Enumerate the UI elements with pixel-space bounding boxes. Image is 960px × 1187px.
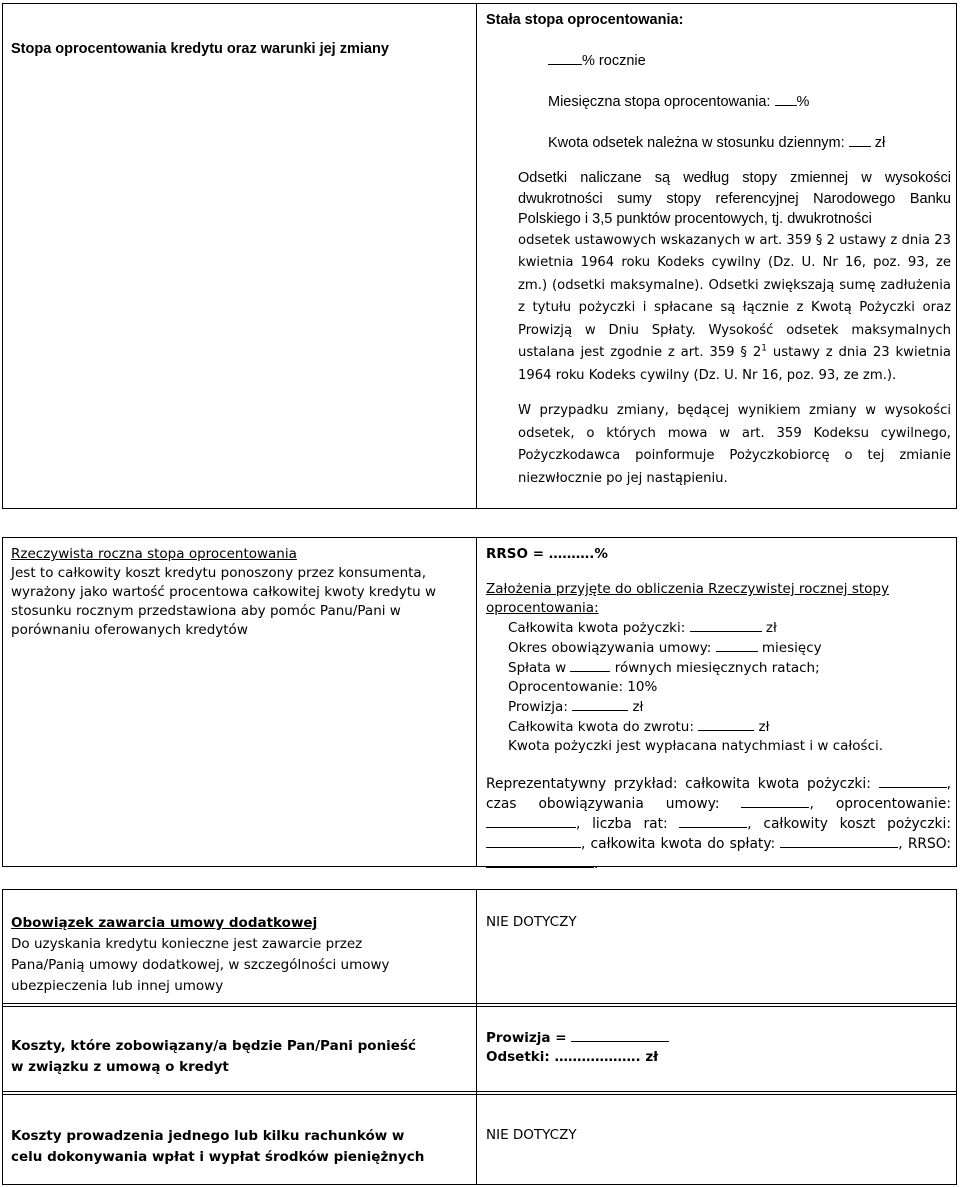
additional-agreement-title: Obowiązek zawarcia umowy dodatkowej [11, 915, 318, 931]
total-amount-blank [690, 618, 762, 632]
annual-rate-blank [548, 51, 582, 65]
interest-rate-label: Stopa oprocentowania kredytu oraz warunki jej zmiany [11, 41, 389, 57]
costs-values [486, 1028, 951, 1067]
column-divider [476, 1004, 477, 1094]
column-divider [476, 538, 477, 866]
change-notice-paragraph: W przypadku zmiany, będącej wynikiem zmiany w wysokości odsetek, o których mowa w art. 359 Kodeksu cywilnego, Pożyczkodawca poinformuje Pożyczkobiorcę o tej zmianie niezwłocznie po jej nastąpieniu. [518, 403, 951, 486]
repayment-blank [698, 717, 754, 731]
fixed-rate-label: Stała stopa oprocentowania: [486, 12, 684, 28]
example-repayment-blank [780, 834, 898, 848]
interest-rate-row [2, 3, 957, 509]
account-costs-value: NIE DOTYCZY [486, 1127, 577, 1143]
installments-blank [570, 658, 610, 672]
apr-row [2, 537, 957, 872]
rrso-value: RRSO = ……….% [486, 546, 608, 562]
assumption-term: Okres obowiązywania umowy: miesięcy [508, 640, 822, 656]
variable-rate-paragraph: Odsetki naliczane są według stopy zmiennej w wysokości dwukrotności sumy stopy referencyjnej Narodowego Banku Polskiego i 3,5 punktów procentowych, tj. dwukrotności odsetek ustawowych wskazanych w art. 359 § 2 ustawy z dnia 23 kwietnia 1964 roku Kodeks cywilny (Dz. U. Nr 16, poz. 93, ze zm.) (odsetki maksymalne). Odsetki zwiększają sumę zadłużenia z tytułu pożyczki i spłacane są łącznie z Kwotą Pożyczki oraz Prowizją w Dniu Spłaty. Wysokość odsetek maksymalnych ustalana jest zgodnie z art. 359 § $2^1$ ustawy z dnia 23 kwietnia 1964 roku Kodeks cywilny (Dz. U. Nr 16, poz. 93, ze zm.). W przypadku zmiany, będącej wynikiem zmiany w wysokości odsetek, o których mowa w art. 359 Kodeksu cywilnego, Pożyczkodawca poinformuje Pożyczkobiorcę o tej zmianie niezwłocznie po jej nastąpieniu. [518, 168, 951, 490]
fee-blank [572, 697, 628, 711]
example-cost-blank [486, 834, 581, 848]
assumption-total-amount: Całkowita kwota pożyczki: zł [508, 620, 777, 636]
additional-agreement-value: NIE DOTYCZY [486, 914, 577, 930]
assumption-total-repayment: Całkowita kwota do zwrotu: zł [508, 719, 770, 735]
example-term-blank [741, 794, 809, 808]
costs-label: Koszty, które zobowiązany/a będzie Pan/Pani ponieść w związku z umową o kredyt [11, 1038, 416, 1075]
interest-line: Odsetki: ………………. zł [486, 1049, 659, 1065]
term-blank [716, 638, 758, 652]
fee-line: Prowizja = [486, 1028, 951, 1048]
monthly-rate-blank [775, 92, 797, 106]
assumption-installments: Spłata w równych miesięcznych ratach; [508, 660, 820, 676]
assumptions-title: Założenia przyjęte do obliczenia Rzeczywistej rocznej stopy oprocentowania: [486, 581, 889, 616]
account-costs-row [2, 1091, 957, 1185]
max-interest-text: odsetek ustawowych wskazanych w art. 359 § 2 ustawy z dnia 23 kwietnia 1964 roku Kodeks cywilny (Dz. U. Nr 16, poz. 93, ze zm.) (odsetki maksymalne). Odsetki zwiększają sumę zadłużenia z tytułu pożyczki i spłacane są łącznie z Kwotą Pożyczki oraz Prowizją w Dniu Spłaty. Wysokość odsetek maksymalnych ustalana jest zgodnie z art. 359 § $2^1$ ustawy z dnia 23 kwietnia 1964 roku Kodeks cywilny (Dz. U. Nr 16, poz. 93, ze zm.). [518, 232, 951, 383]
representative-example: Reprezentatywny przykład: całkowita kwota pożyczki: , czas obowiązywania umowy: , oprocentowanie: , liczba rat: , całkowity koszt pożyczki: , całkowita kwota do spłaty: , RRSO: . [486, 776, 952, 872]
example-amount-blank [879, 774, 947, 788]
daily-interest-blank [849, 133, 871, 147]
additional-agreement-label [11, 913, 466, 997]
costs-row [2, 1003, 957, 1095]
additional-agreement-desc: Do uzyskania kredytu konieczne jest zawarcie przez Pana/Panią umowy dodatkowej, w szczególności umowy ubezpieczenia lub innej umowy [11, 936, 390, 994]
monthly-rate-line: Miesięczna stopa oprocentowania: % [548, 94, 810, 110]
interest-rate-details [486, 10, 951, 154]
column-divider [476, 890, 477, 1006]
daily-interest-line: Kwota odsetek należna w stosunku dziennym: zł [548, 135, 886, 151]
account-costs-label: Koszty prowadzenia jednego lub kilku rachunków w celu dokonywania wpłat i wypłat środków pieniężnych [11, 1128, 425, 1165]
assumption-fee: Prowizja: zł [508, 699, 644, 715]
additional-agreement-row [2, 889, 957, 1007]
apr-desc-text: Jest to całkowity koszt kredytu ponoszony przez konsumenta, wyrażony jako wartość procentowa całkowitej kwoty kredytu w stosunku rocznym przedstawiona aby pomóc Panu/Pani w porównaniu oferowanych kredytów [11, 565, 437, 638]
assumption-payout: Kwota pożyczki jest wypłacana natychmiast i w całości. [508, 738, 884, 754]
example-installments-blank [679, 814, 747, 828]
apr-details [486, 545, 951, 874]
column-divider [476, 4, 477, 508]
apr-description [11, 545, 466, 640]
annual-rate-line: % rocznie [486, 51, 951, 72]
fee-value-blank [571, 1028, 669, 1042]
apr-title: Rzeczywista roczna stopa oprocentowania [11, 546, 297, 562]
example-rate-blank [486, 814, 576, 828]
assumption-interest: Oprocentowanie: 10% [508, 679, 658, 695]
example-rrso-blank [486, 854, 594, 868]
column-divider [476, 1092, 477, 1184]
